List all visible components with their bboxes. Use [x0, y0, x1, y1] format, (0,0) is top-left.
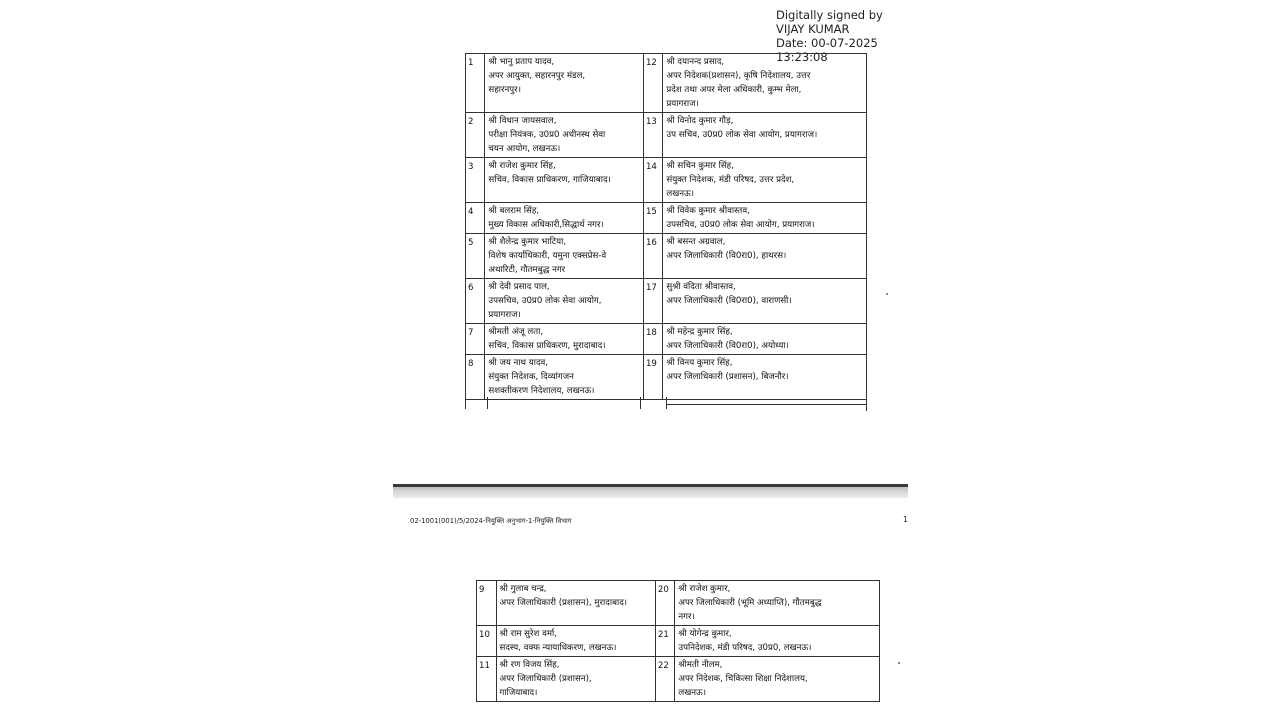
- table-row: [466, 234, 867, 279]
- officer-detail-cell: [663, 324, 867, 355]
- officer-designation-line: गाजियाबाद।: [499, 688, 538, 698]
- officer-name: श्री बलराम सिंह,: [488, 206, 540, 216]
- officer-designation-line: अपर जिलाधिकारी (प्रशासन), मुरादाबाद।: [499, 598, 628, 608]
- page-separator-bar: [393, 484, 908, 498]
- scan-speck: [886, 293, 888, 295]
- officer-name: सुश्री वंदिता श्रीवास्तव,: [666, 282, 736, 292]
- officer-designation-line: सहारनपुर।: [488, 85, 521, 95]
- signature-line-2: VIJAY KUMAR: [776, 22, 850, 36]
- officer-transfer-table-bottom: [476, 580, 880, 702]
- officer-detail-cell: [675, 581, 880, 626]
- serial-number-cell: 11: [477, 657, 497, 702]
- serial-number-cell: 5: [466, 234, 485, 279]
- officer-designation-line: अपर जिलाधिकारी (प्रशासन), बिजनौर।: [666, 372, 789, 382]
- officer-detail-cell: [485, 54, 644, 113]
- officer-designation-line: लखनऊ।: [678, 688, 707, 698]
- serial-number-cell: 12: [643, 54, 662, 113]
- officer-name: श्री विधान जायसवाल,: [488, 116, 557, 126]
- page-number: 1: [903, 515, 908, 524]
- table-tail-border: [487, 397, 488, 409]
- officer-detail-cell: [485, 158, 644, 203]
- table-body-top: [466, 54, 867, 400]
- serial-number-cell: 17: [643, 279, 662, 324]
- table-row: [466, 355, 867, 400]
- officer-designation-line: अथारिटी, गौतमबुद्ध नगर: [488, 265, 566, 275]
- scan-speck: [898, 662, 900, 664]
- serial-number-cell: 3: [466, 158, 485, 203]
- officer-name: श्रीमती अंजू लता,: [488, 327, 544, 337]
- officer-name: श्री भानु प्रताप यादव,: [488, 57, 555, 67]
- serial-number-cell: 20: [655, 581, 675, 626]
- officer-designation-line: अपर निदेशक(प्रशासन), कृषि निदेशालय, उत्तर: [666, 71, 811, 81]
- officer-detail-cell: [485, 113, 644, 158]
- officer-detail-cell: [663, 113, 867, 158]
- officer-detail-cell: [675, 657, 880, 702]
- officer-designation-line: प्रदेश तथा अपर मेला अधिकारी, कुम्भ मेला,: [666, 85, 802, 95]
- serial-number-cell: 21: [655, 626, 675, 657]
- serial-number-cell: 1: [466, 54, 485, 113]
- table-row: [477, 626, 880, 657]
- officer-designation-line: लखनऊ।: [666, 189, 695, 199]
- officer-detail-cell: [496, 657, 655, 702]
- serial-number-cell: 7: [466, 324, 485, 355]
- officer-designation-line: सशक्तीकरण निदेशालय, लखनऊ।: [488, 386, 595, 396]
- table-tail-border: [866, 397, 867, 411]
- officer-name: श्री राजेश कुमार,: [678, 584, 731, 594]
- officer-detail-cell: [485, 203, 644, 234]
- table-tail-border: [666, 404, 866, 405]
- table-body-bottom: [477, 581, 880, 702]
- serial-number-cell: 6: [466, 279, 485, 324]
- officer-name: श्री देवी प्रसाद पाल,: [488, 282, 550, 292]
- officer-name: श्रीमती नीलम,: [678, 660, 723, 670]
- serial-number-cell: 18: [643, 324, 662, 355]
- officer-designation-line: अपर जिलाधिकारी (प्रशासन),: [499, 674, 592, 684]
- officer-detail-cell: [675, 626, 880, 657]
- officer-designation-line: प्रयागराज।: [488, 310, 521, 320]
- serial-number-cell: 2: [466, 113, 485, 158]
- table-tail-border: [666, 397, 667, 409]
- officer-detail-cell: [663, 158, 867, 203]
- file-reference: 02-1001(001)/5/2024-नियुक्ति अनुभाग-1-नियुक्ति विभाग: [410, 517, 572, 525]
- officer-designation-line: अपर जिलाधिकारी (वि0रा0), वाराणसी।: [666, 296, 792, 306]
- table-row: [466, 203, 867, 234]
- officer-designation-line: चयन आयोग, लखनऊ।: [488, 144, 561, 154]
- officer-name: श्री सचिन कुमार सिंह,: [666, 161, 734, 171]
- officer-detail-cell: [496, 626, 655, 657]
- officer-name: श्री दयानन्द प्रसाद,: [666, 57, 725, 67]
- table-row: [477, 657, 880, 702]
- officer-designation-line: अपर आयुक्त, सहारनपुर मंडल,: [488, 71, 586, 81]
- table-tail-border: [640, 397, 641, 409]
- officer-designation-line: अपर निदेशक, चिकित्सा शिक्षा निदेशालय,: [678, 674, 808, 684]
- officer-name: श्री विनोद कुमार गौड़,: [666, 116, 734, 126]
- table-row: [466, 54, 867, 113]
- serial-number-cell: 8: [466, 355, 485, 400]
- serial-number-cell: 14: [643, 158, 662, 203]
- signature-date: Date: 00-07-2025: [776, 36, 878, 50]
- officer-detail-cell: [663, 355, 867, 400]
- officer-name: श्री बसन्त अग्रवाल,: [666, 237, 726, 247]
- serial-number-cell: 9: [477, 581, 497, 626]
- officer-name: श्री जय नाथ यादव,: [488, 358, 549, 368]
- table-row: [466, 113, 867, 158]
- serial-number-cell: 10: [477, 626, 497, 657]
- signature-line-1: Digitally signed by: [776, 8, 883, 22]
- officer-name: श्री विनय कुमार सिंह,: [666, 358, 733, 368]
- officer-designation-line: अपर जिलाधिकारी (वि0रा0), अयोध्या।: [666, 341, 789, 351]
- table-row: [466, 158, 867, 203]
- serial-number-cell: 4: [466, 203, 485, 234]
- officer-detail-cell: [663, 54, 867, 113]
- table-row: [466, 279, 867, 324]
- officer-name: श्री राजेश कुमार सिंह,: [488, 161, 556, 171]
- serial-number-cell: 22: [655, 657, 675, 702]
- officer-designation-line: प्रयागराज।: [666, 99, 699, 109]
- officer-name: श्री महेन्द्र कुमार सिंह,: [666, 327, 733, 337]
- serial-number-cell: 16: [643, 234, 662, 279]
- signature-time: 13:23:08: [776, 50, 828, 64]
- table-tail-border: [465, 397, 466, 409]
- officer-detail-cell: [663, 203, 867, 234]
- officer-designation-line: नगर।: [678, 612, 695, 622]
- officer-detail-cell: [663, 234, 867, 279]
- serial-number-cell: 13: [643, 113, 662, 158]
- officer-transfer-table-top: [465, 53, 867, 400]
- officer-designation-line: अपर जिलाधिकारी (वि0रा0), हाथरस।: [666, 251, 787, 261]
- officer-name: श्री योगेन्द्र कुमार,: [678, 629, 732, 639]
- officer-detail-cell: [485, 234, 644, 279]
- officer-name: श्री शैलेन्द्र कुमार भाटिया,: [488, 237, 567, 247]
- officer-detail-cell: [496, 581, 655, 626]
- officer-designation-line: उपसचिव, उ0प्र0 लोक सेवा आयोग,: [488, 296, 602, 306]
- table-row: [466, 324, 867, 355]
- officer-detail-cell: [485, 355, 644, 400]
- officer-designation-line: मुख्य विकास अधिकारी,सिद्धार्थ नगर।: [488, 220, 604, 230]
- officer-designation-line: विशेष कार्याधिकारी, यमुना एक्सप्रेस-वे: [488, 251, 607, 261]
- officer-designation-line: संयुक्त निदेशक, मंडी परिषद, उत्तर प्रदेश,: [666, 175, 795, 185]
- officer-name: श्री राम सुरेश वर्मा,: [499, 629, 557, 639]
- officer-name: श्री विवेक कुमार श्रीवास्तव,: [666, 206, 750, 216]
- table-row: [477, 581, 880, 626]
- officer-designation-line: उपसचिव, उ0प्र0 लोक सेवा आयोग, प्रयागराज।: [666, 220, 815, 230]
- officer-designation-line: उप सचिव, उ0प्र0 लोक सेवा आयोग, प्रयागराज।: [666, 130, 818, 140]
- officer-designation-line: सचिव, विकास प्राधिकरण, मुरादाबाद।: [488, 341, 606, 351]
- officer-detail-cell: [485, 279, 644, 324]
- officer-designation-line: सचिव, विकास प्राधिकरण, गाजियाबाद।: [488, 175, 611, 185]
- officer-name: श्री गुलाब चन्द्र,: [499, 584, 547, 594]
- serial-number-cell: 15: [643, 203, 662, 234]
- officer-detail-cell: [485, 324, 644, 355]
- officer-designation-line: परीक्षा नियंत्रक, उ0प्र0 अधीनस्थ सेवा: [488, 130, 606, 140]
- officer-designation-line: सदस्य, वक्फ न्यायाधिकरण, लखनऊ।: [499, 643, 617, 653]
- officer-designation-line: अपर जिलाधिकारी (भूमि अध्याप्ति), गौतमबुद्ध: [678, 598, 822, 608]
- officer-name: श्री रण विजय सिंह,: [499, 660, 560, 670]
- serial-number-cell: 19: [643, 355, 662, 400]
- officer-designation-line: संयुक्त निदेशक, दिव्यांगजन: [488, 372, 574, 382]
- officer-detail-cell: [663, 279, 867, 324]
- officer-designation-line: उपनिदेशक, मंडी परिषद, उ0प्र0, लखनऊ।: [678, 643, 812, 653]
